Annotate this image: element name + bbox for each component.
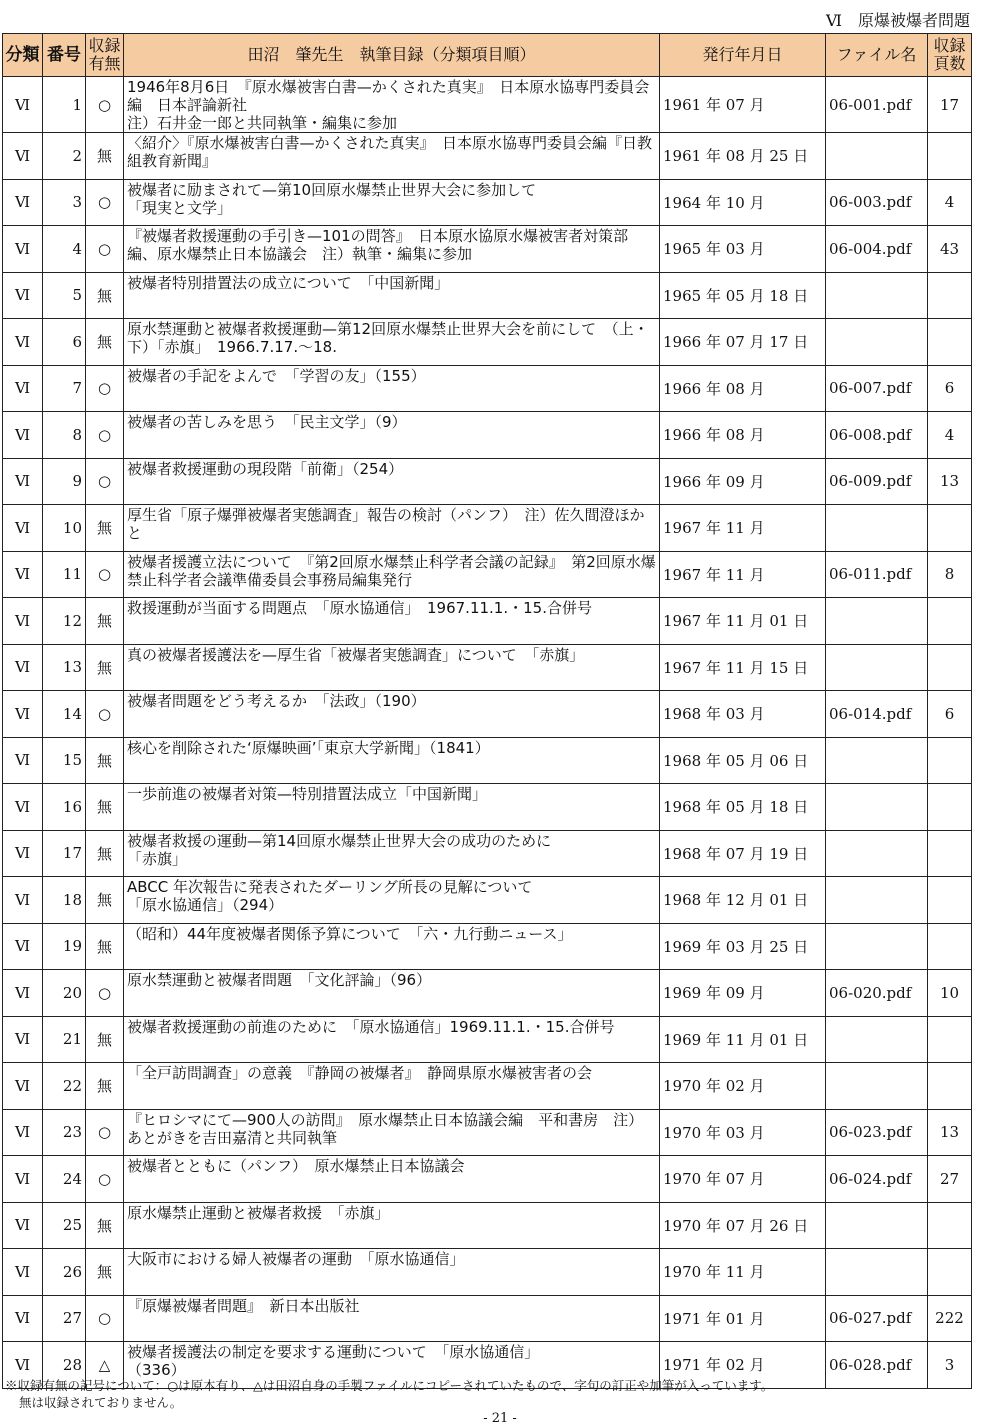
cell-title: 一歩前進の被爆者対策—特別措置法成立「中国新聞」 [124, 784, 660, 831]
cell-pages [928, 1202, 972, 1249]
cell-status: ○ [86, 179, 124, 226]
cell-pages [928, 1063, 972, 1110]
cell-title: 被爆者に励まされて—第10回原水爆禁止世界大会に参加して 「現実と文学」 [124, 179, 660, 226]
cell-file: 06-001.pdf [826, 77, 928, 133]
cell-pages [928, 598, 972, 645]
cell-category: Ⅵ [3, 226, 43, 273]
cell-status: ○ [86, 691, 124, 738]
cell-title: 被爆者援護法の制定を要求する運動について 「原水協通信」 （336） [124, 1342, 660, 1389]
cell-title: 被爆者援護立法について 『第2回原水爆禁止科学者会議の記録』 第2回原水爆禁止科学者会議準備委員会事務局編集発行 [124, 551, 660, 598]
cell-file [826, 319, 928, 366]
table-row [3, 830, 972, 877]
cell-file: 06-014.pdf [826, 691, 928, 738]
cell-title: ABCC 年次報告に発表されたダーリング所長の見解について 「原水協通信」（294） [124, 877, 660, 924]
table-row [3, 784, 972, 831]
catalog-table [2, 33, 972, 1389]
cell-title: 被爆者の手記をよんで 「学習の友」（155） [124, 365, 660, 412]
cell-file [826, 737, 928, 784]
cell-number: 5 [43, 272, 86, 319]
cell-date: 1970 年 03 月 [660, 1109, 826, 1156]
cell-file [826, 784, 928, 831]
cell-status: 無 [86, 644, 124, 691]
cell-status: 無 [86, 319, 124, 366]
cell-status: ○ [86, 77, 124, 133]
col-header-pages: 収録 頁数 [928, 34, 972, 77]
cell-status: 無 [86, 598, 124, 645]
cell-category: Ⅵ [3, 923, 43, 970]
cell-status: ○ [86, 1109, 124, 1156]
cell-file [826, 644, 928, 691]
cell-category: Ⅵ [3, 551, 43, 598]
table-row [3, 1249, 972, 1296]
cell-status: 無 [86, 272, 124, 319]
cell-date: 1970 年 02 月 [660, 1063, 826, 1110]
cell-number: 6 [43, 319, 86, 366]
cell-title: 真の被爆者援護法を—厚生省「被爆者実態調査」について 「赤旗」 [124, 644, 660, 691]
cell-status: ○ [86, 1156, 124, 1203]
cell-date: 1968 年 03 月 [660, 691, 826, 738]
cell-title: 核心を削除された‘原爆映画’「東京大学新聞」（1841） [124, 737, 660, 784]
cell-file: 06-027.pdf [826, 1295, 928, 1342]
table-body [3, 77, 972, 1389]
cell-pages: 4 [928, 412, 972, 459]
cell-file: 06-028.pdf [826, 1342, 928, 1389]
cell-date: 1967 年 11 月 01 日 [660, 598, 826, 645]
cell-file: 06-003.pdf [826, 179, 928, 226]
col-header-category: 分類 [3, 34, 43, 77]
table-row [3, 1063, 972, 1110]
cell-date: 1965 年 05 月 18 日 [660, 272, 826, 319]
table-row [3, 365, 972, 412]
cell-pages: 17 [928, 77, 972, 133]
cell-pages: 10 [928, 970, 972, 1017]
cell-category: Ⅵ [3, 1016, 43, 1063]
cell-file [826, 1063, 928, 1110]
cell-file: 06-011.pdf [826, 551, 928, 598]
cell-number: 9 [43, 458, 86, 505]
col-header-title: 田沼 肇先生 執筆目録（分類項目順） [124, 34, 660, 77]
table-row [3, 598, 972, 645]
cell-date: 1970 年 07 月 26 日 [660, 1202, 826, 1249]
cell-file: 06-009.pdf [826, 458, 928, 505]
cell-category: Ⅵ [3, 784, 43, 831]
cell-file [826, 272, 928, 319]
cell-number: 7 [43, 365, 86, 412]
cell-pages [928, 133, 972, 180]
cell-category: Ⅵ [3, 830, 43, 877]
cell-pages [928, 1249, 972, 1296]
cell-status: 無 [86, 877, 124, 924]
cell-number: 19 [43, 923, 86, 970]
cell-pages: 222 [928, 1295, 972, 1342]
cell-date: 1967 年 11 月 15 日 [660, 644, 826, 691]
col-header-date: 発行年月日 [660, 34, 826, 77]
cell-date: 1961 年 07 月 [660, 77, 826, 133]
cell-date: 1969 年 03 月 25 日 [660, 923, 826, 970]
cell-title: 〈紹介〉『原水爆被害白書—かくされた真実』 日本原水協専門委員会編『日教組教育新聞』 [124, 133, 660, 180]
table-row [3, 970, 972, 1017]
cell-date: 1970 年 07 月 [660, 1156, 826, 1203]
cell-category: Ⅵ [3, 1202, 43, 1249]
cell-number: 8 [43, 412, 86, 459]
cell-title: 大阪市における婦人被爆者の運動 「原水協通信」 [124, 1249, 660, 1296]
cell-date: 1968 年 07 月 19 日 [660, 830, 826, 877]
cell-date: 1966 年 09 月 [660, 458, 826, 505]
cell-file [826, 133, 928, 180]
cell-date: 1966 年 08 月 [660, 412, 826, 459]
cell-title: 被爆者問題をどう考えるか 「法政」（190） [124, 691, 660, 738]
cell-title: 「全戸訪問調査」の意義 『静岡の被爆者』 静岡県原水爆被害者の会 [124, 1063, 660, 1110]
cell-status: ○ [86, 365, 124, 412]
cell-status: ○ [86, 458, 124, 505]
cell-date: 1968 年 12 月 01 日 [660, 877, 826, 924]
cell-date: 1971 年 01 月 [660, 1295, 826, 1342]
cell-category: Ⅵ [3, 1109, 43, 1156]
cell-pages: 13 [928, 1109, 972, 1156]
cell-status: 無 [86, 784, 124, 831]
cell-date: 1970 年 11 月 [660, 1249, 826, 1296]
cell-category: Ⅵ [3, 644, 43, 691]
cell-title: 1946年8月6日 『原水爆被害白書—かくされた真実』 日本原水協専門委員会編 日本評論新社 注）石井金一郎と共同執筆・編集に参加 [124, 77, 660, 133]
cell-date: 1968 年 05 月 06 日 [660, 737, 826, 784]
cell-pages [928, 272, 972, 319]
cell-category: Ⅵ [3, 77, 43, 133]
cell-number: 14 [43, 691, 86, 738]
cell-file [826, 830, 928, 877]
cell-category: Ⅵ [3, 272, 43, 319]
cell-number: 27 [43, 1295, 86, 1342]
cell-category: Ⅵ [3, 598, 43, 645]
cell-number: 20 [43, 970, 86, 1017]
cell-number: 18 [43, 877, 86, 924]
col-header-number: 番号 [43, 34, 86, 77]
cell-pages [928, 784, 972, 831]
cell-number: 15 [43, 737, 86, 784]
cell-title: 被爆者特別措置法の成立について 「中国新聞」 [124, 272, 660, 319]
cell-number: 17 [43, 830, 86, 877]
footnote [5, 1377, 773, 1411]
table-row [3, 226, 972, 273]
cell-category: Ⅵ [3, 737, 43, 784]
cell-date: 1966 年 07 月 17 日 [660, 319, 826, 366]
cell-title: 被爆者とともに（パンフ） 原水爆禁止日本協議会 [124, 1156, 660, 1203]
cell-category: Ⅵ [3, 1156, 43, 1203]
table-row [3, 133, 972, 180]
cell-file [826, 923, 928, 970]
cell-date: 1964 年 10 月 [660, 179, 826, 226]
cell-file: 06-007.pdf [826, 365, 928, 412]
cell-number: 3 [43, 179, 86, 226]
table-row [3, 272, 972, 319]
cell-pages [928, 644, 972, 691]
table-row [3, 877, 972, 924]
table-row [3, 1202, 972, 1249]
cell-pages: 43 [928, 226, 972, 273]
cell-category: Ⅵ [3, 365, 43, 412]
cell-pages [928, 505, 972, 552]
cell-title: 厚生省「原子爆弾被爆者実態調査」報告の検討（パンフ） 注）佐久間澄ほかと [124, 505, 660, 552]
table-row [3, 644, 972, 691]
cell-number: 4 [43, 226, 86, 273]
cell-title: 『被爆者救援運動の手引き—101の問答』 日本原水協原水爆被害者対策部編、原水爆禁止日本協議会 注）執筆・編集に参加 [124, 226, 660, 273]
cell-number: 10 [43, 505, 86, 552]
table-row [3, 1156, 972, 1203]
cell-status: △ [86, 1342, 124, 1389]
cell-pages: 8 [928, 551, 972, 598]
table-row [3, 923, 972, 970]
cell-category: Ⅵ [3, 877, 43, 924]
cell-status: 無 [86, 505, 124, 552]
table-row [3, 458, 972, 505]
cell-date: 1971 年 02 月 [660, 1342, 826, 1389]
cell-status: 無 [86, 830, 124, 877]
cell-date: 1961 年 08 月 25 日 [660, 133, 826, 180]
page-number: - 21 - [483, 1411, 517, 1426]
cell-category: Ⅵ [3, 505, 43, 552]
cell-date: 1966 年 08 月 [660, 365, 826, 412]
cell-file [826, 505, 928, 552]
table-row [3, 179, 972, 226]
cell-pages [928, 319, 972, 366]
cell-date: 1969 年 09 月 [660, 970, 826, 1017]
cell-status: ○ [86, 412, 124, 459]
cell-number: 1 [43, 77, 86, 133]
cell-category: Ⅵ [3, 412, 43, 459]
table-row [3, 1109, 972, 1156]
cell-date: 1967 年 11 月 [660, 551, 826, 598]
cell-category: Ⅵ [3, 179, 43, 226]
cell-pages: 13 [928, 458, 972, 505]
cell-pages: 3 [928, 1342, 972, 1389]
col-header-file: ファイル名 [826, 34, 928, 77]
cell-status: 無 [86, 133, 124, 180]
cell-number: 28 [43, 1342, 86, 1389]
table-row [3, 691, 972, 738]
cell-title: 原水禁運動と被爆者救援運動—第12回原水爆禁止世界大会を前にして （上・下）「赤旗」 1966.7.17.～18. [124, 319, 660, 366]
table-row [3, 1295, 972, 1342]
cell-number: 12 [43, 598, 86, 645]
cell-title: 原水禁運動と被爆者問題 「文化評論」（96） [124, 970, 660, 1017]
cell-number: 11 [43, 551, 86, 598]
cell-category: Ⅵ [3, 458, 43, 505]
cell-category: Ⅵ [3, 133, 43, 180]
footnote-line-2: 無は収録されておりません。 [19, 1395, 183, 1410]
cell-status: ○ [86, 1295, 124, 1342]
cell-category: Ⅵ [3, 319, 43, 366]
cell-title: 被爆者救援運動の前進のために 「原水協通信」1969.11.1.・15.合併号 [124, 1016, 660, 1063]
cell-date: 1965 年 03 月 [660, 226, 826, 273]
table-row [3, 319, 972, 366]
table-row [3, 412, 972, 459]
cell-number: 21 [43, 1016, 86, 1063]
col-header-status: 収録 有無 [86, 34, 124, 77]
cell-status: 無 [86, 923, 124, 970]
table-row [3, 1016, 972, 1063]
cell-title: （昭和）44年度被爆者関係予算について 「六・九行動ニュース」 [124, 923, 660, 970]
cell-file: 06-020.pdf [826, 970, 928, 1017]
cell-number: 26 [43, 1249, 86, 1296]
cell-title: 『原爆被爆者問題』 新日本出版社 [124, 1295, 660, 1342]
cell-number: 25 [43, 1202, 86, 1249]
cell-number: 13 [43, 644, 86, 691]
table-row [3, 505, 972, 552]
section-header: Ⅵ 原爆被爆者問題 [825, 11, 970, 30]
cell-number: 22 [43, 1063, 86, 1110]
cell-category: Ⅵ [3, 1295, 43, 1342]
cell-title: 被爆者の苦しみを思う 「民主文学」（9） [124, 412, 660, 459]
cell-category: Ⅵ [3, 1342, 43, 1389]
cell-status: 無 [86, 1249, 124, 1296]
cell-number: 24 [43, 1156, 86, 1203]
cell-category: Ⅵ [3, 691, 43, 738]
cell-file [826, 877, 928, 924]
cell-status: 無 [86, 737, 124, 784]
cell-status: ○ [86, 970, 124, 1017]
cell-status: 無 [86, 1016, 124, 1063]
table-row [3, 551, 972, 598]
cell-date: 1969 年 11 月 01 日 [660, 1016, 826, 1063]
cell-status: ○ [86, 551, 124, 598]
table-header-row [3, 34, 972, 77]
cell-title: 救援運動が当面する問題点 「原水協通信」 1967.11.1.・15.合併号 [124, 598, 660, 645]
cell-title: 被爆者救援運動の現段階「前衛」（254） [124, 458, 660, 505]
cell-pages: 27 [928, 1156, 972, 1203]
cell-file [826, 598, 928, 645]
cell-number: 2 [43, 133, 86, 180]
cell-file [826, 1016, 928, 1063]
cell-date: 1967 年 11 月 [660, 505, 826, 552]
cell-file: 06-008.pdf [826, 412, 928, 459]
cell-file [826, 1249, 928, 1296]
cell-pages [928, 923, 972, 970]
cell-category: Ⅵ [3, 970, 43, 1017]
footnote-line-1: ※収録有無の記号について：○は原本有り、△は田沼自身の手製ファイルにコピーされていたもので、字句の訂正や加筆が入っています。 [5, 1378, 774, 1393]
cell-title: 原水爆禁止運動と被爆者救援 「赤旗」 [124, 1202, 660, 1249]
cell-status: 無 [86, 1202, 124, 1249]
cell-pages [928, 830, 972, 877]
cell-pages [928, 1016, 972, 1063]
cell-status: 無 [86, 1063, 124, 1110]
cell-pages: 6 [928, 691, 972, 738]
cell-file [826, 1202, 928, 1249]
table-row [3, 77, 972, 133]
table-row [3, 737, 972, 784]
cell-pages [928, 737, 972, 784]
cell-title: 『ヒロシマにて—900人の訪問』 原水爆禁止日本協議会編 平和書房 注）あとがきを吉田嘉清と共同執筆 [124, 1109, 660, 1156]
cell-file: 06-024.pdf [826, 1156, 928, 1203]
cell-title: 被爆者救援の運動—第14回原水爆禁止世界大会の成功のために 「赤旗」 [124, 830, 660, 877]
cell-file: 06-004.pdf [826, 226, 928, 273]
cell-category: Ⅵ [3, 1063, 43, 1110]
cell-pages: 6 [928, 365, 972, 412]
cell-status: ○ [86, 226, 124, 273]
cell-number: 23 [43, 1109, 86, 1156]
cell-number: 16 [43, 784, 86, 831]
cell-file: 06-023.pdf [826, 1109, 928, 1156]
cell-pages: 4 [928, 179, 972, 226]
cell-date: 1968 年 05 月 18 日 [660, 784, 826, 831]
cell-category: Ⅵ [3, 1249, 43, 1296]
cell-pages [928, 877, 972, 924]
